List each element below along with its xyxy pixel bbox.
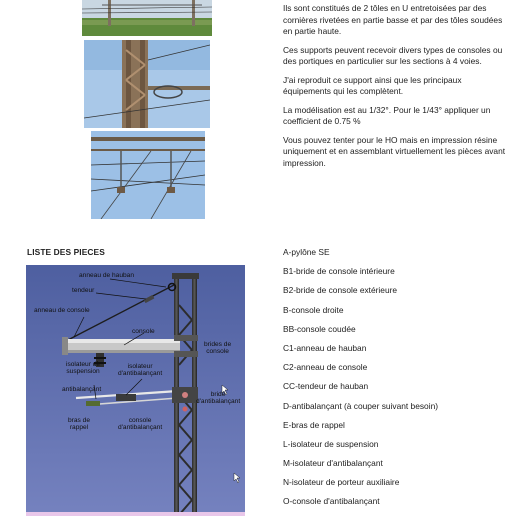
label-console: console: [132, 328, 155, 335]
intro-paragraph: Vous pouvez tenter pour le HO mais en impression résine uniquement et en assemblant virtuellement les pièces avant impression.: [283, 134, 506, 168]
list-item: O-console d'antibalançant: [283, 496, 380, 507]
label-antibalancant: antibalançant: [62, 386, 102, 393]
label-bride-antibalancant: bride d'antibalançant: [196, 391, 241, 406]
list-item: B1-bride de console intérieure: [283, 266, 395, 277]
catenary-photo-field: [82, 0, 212, 36]
list-item: M-isolateur d'antibalançant: [283, 458, 383, 469]
catenary-wires-photo: [91, 131, 205, 219]
list-item: E-bras de rappel: [283, 419, 345, 430]
list-item: BB-console coudée: [283, 323, 356, 334]
intro-paragraph: Ces supports peuvent recevoir divers types de consoles ou des portiques en particulier sur les sections à 4 voies.: [283, 44, 503, 66]
intro-paragraph: La modélisation est au 1/32°. Pour le 1/43° appliquer un coefficient de 0.75 %: [283, 104, 491, 126]
pylon-console-photo: [84, 40, 210, 128]
label-anneau-de-hauban: anneau de hauban: [79, 272, 135, 279]
list-item: C1-anneau de hauban: [283, 342, 367, 353]
list-item: B2-bride de console extérieure: [283, 285, 398, 296]
label-isolateur-antibalancant: isolateur d'antibalançant: [118, 363, 163, 378]
intro-paragraph: J'ai reproduit ce support ainsi que les principaux équipements qui les complètent.: [283, 74, 462, 96]
pylon-diagram: [26, 265, 245, 516]
parts-list: [283, 247, 511, 516]
parts-list-title: LISTE DES PIECES: [27, 247, 105, 257]
list-item: C2-anneau de console: [283, 362, 368, 373]
list-item: A-pylône SE: [283, 247, 330, 257]
list-item: CC-tendeur de hauban: [283, 381, 369, 392]
list-item: L-isolateur de suspension: [283, 438, 379, 449]
list-item: B-console droite: [283, 304, 344, 315]
list-item: D-antibalançant (à couper suivant besoin): [283, 400, 439, 411]
list-item: N-isolateur de porteur auxiliaire: [283, 477, 400, 488]
label-anneau-de-console: anneau de console: [34, 307, 90, 314]
label-bras-de-rappel: bras de rappel: [68, 417, 90, 432]
label-tendeur: tendeur: [72, 287, 95, 294]
label-brides-de-console: brides de console: [204, 341, 232, 356]
label-isolateur-de-suspension: isolateur de suspension: [66, 361, 101, 376]
intro-paragraph: Ils sont constitués de 2 tôles en U entretoisées par des cornières rivetées en partie basse et par des tôles soudées en partie haute.: [283, 3, 503, 36]
intro-text: [283, 3, 508, 176]
label-console-antibalancant: console d'antibalançant: [118, 417, 163, 432]
